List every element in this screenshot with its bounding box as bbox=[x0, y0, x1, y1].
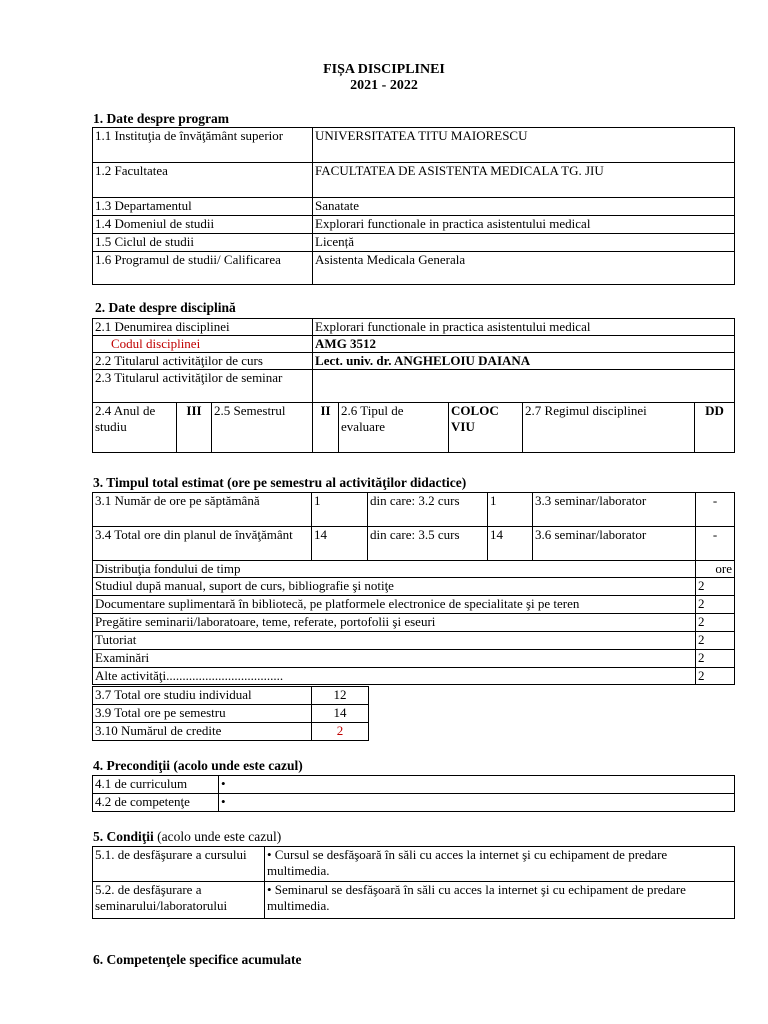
distribution-unit: ore bbox=[696, 561, 735, 578]
row-value: 2 bbox=[696, 668, 735, 685]
credits-value: 2 bbox=[312, 723, 369, 741]
program-table bbox=[92, 127, 735, 285]
row-label: 2.1 Denumirea disciplinei bbox=[93, 319, 313, 336]
year-label: 2.4 Anul de studiu bbox=[93, 403, 177, 453]
table-row bbox=[93, 163, 735, 198]
table-row bbox=[93, 234, 735, 252]
row-value: Licență bbox=[313, 234, 735, 252]
document-title: FIȘA DISCIPLINEI bbox=[323, 62, 445, 77]
table-row bbox=[93, 336, 735, 353]
semester-label: 2.5 Semestrul bbox=[212, 403, 313, 453]
table-row bbox=[93, 216, 735, 234]
course-label: din care: 3.5 curs bbox=[368, 527, 488, 561]
row-label: Alte activităţi.................................... bbox=[93, 668, 696, 685]
table-row bbox=[93, 847, 735, 882]
seminar-value: - bbox=[696, 527, 735, 561]
semester-value: II bbox=[313, 403, 339, 453]
table-row bbox=[93, 370, 735, 403]
row-label: 3.1 Număr de ore pe săptămână bbox=[93, 493, 312, 527]
row-label: 1.1 Instituţia de învăţământ superior bbox=[93, 128, 313, 163]
row-value: Explorari functionale in practica asistentului medical bbox=[313, 216, 735, 234]
row-label: 1.4 Domeniul de studii bbox=[93, 216, 313, 234]
section-2-heading: 2. Date despre disciplină bbox=[95, 300, 236, 315]
year-value: III bbox=[177, 403, 212, 453]
evaluation-value: COLOC VIU bbox=[449, 403, 523, 453]
table-row bbox=[93, 319, 735, 336]
table-row bbox=[93, 578, 735, 596]
seminar-label: 3.6 seminar/laborator bbox=[533, 527, 696, 561]
row-label: 3.9 Total ore pe semestru bbox=[93, 705, 312, 723]
table-row bbox=[93, 687, 369, 705]
row-label: Tutoriat bbox=[93, 632, 696, 650]
regime-value: DD bbox=[695, 403, 735, 453]
row-value: 2 bbox=[696, 596, 735, 614]
table-row bbox=[93, 705, 369, 723]
row-label: 4.2 de competenţe bbox=[93, 794, 219, 812]
row-label: 1.3 Departamentul bbox=[93, 198, 313, 216]
course-value: 1 bbox=[488, 493, 533, 527]
table-row bbox=[93, 650, 735, 668]
table-row bbox=[93, 596, 735, 614]
table-row bbox=[93, 614, 735, 632]
row-value: FACULTATEA DE ASISTENTA MEDICALA TG. JIU bbox=[313, 163, 735, 198]
preconditions-table bbox=[92, 775, 735, 812]
course-label: din care: 3.2 curs bbox=[368, 493, 488, 527]
course-lecturer: Lect. univ. dr. ANGHELOIU DAIANA bbox=[313, 353, 735, 370]
row-label: 1.2 Facultatea bbox=[93, 163, 313, 198]
row-value: • Cursul se desfăşoară în săli cu acces la internet şi cu echipament de predare multimedia. bbox=[265, 847, 735, 882]
row-value: 2 bbox=[696, 650, 735, 668]
row-label: 3.7 Total ore studiu individual bbox=[93, 687, 312, 705]
totals-table bbox=[92, 686, 369, 741]
row-value: 14 bbox=[312, 527, 368, 561]
table-row bbox=[93, 493, 735, 527]
row-value: Asistenta Medicala Generala bbox=[313, 252, 735, 285]
row-label: Examinări bbox=[93, 650, 696, 668]
discipline-table bbox=[92, 318, 735, 453]
section-1-heading: 1. Date despre program bbox=[93, 111, 229, 126]
row-label: Documentare suplimentară în bibliotecă, pe platformele electronice de specialitate şi pe teren bbox=[93, 596, 696, 614]
row-value: 1 bbox=[312, 493, 368, 527]
row-value: • bbox=[219, 776, 735, 794]
regime-label: 2.7 Regimul disciplinei bbox=[523, 403, 695, 453]
table-row bbox=[93, 794, 735, 812]
row-value: Sanatate bbox=[313, 198, 735, 216]
row-label: Pregătire seminarii/laboratoare, teme, referate, portofolii şi eseuri bbox=[93, 614, 696, 632]
row-label: 2.2 Titularul activităţilor de curs bbox=[93, 353, 313, 370]
row-label: 3.10 Numărul de credite bbox=[93, 723, 312, 741]
table-row bbox=[93, 527, 735, 561]
row-value: • bbox=[219, 794, 735, 812]
row-value: • Seminarul se desfăşoară în săli cu acces la internet şi cu echipament de predare multimedia. bbox=[265, 882, 735, 919]
table-row bbox=[93, 776, 735, 794]
row-value: 2 bbox=[696, 614, 735, 632]
row-label: 2.3 Titularul activităţilor de seminar bbox=[93, 370, 313, 403]
course-value: 14 bbox=[488, 527, 533, 561]
section-3-heading: 3. Timpul total estimat (ore pe semestru al activităţilor didactice) bbox=[93, 475, 467, 490]
row-label: 4.1 de curriculum bbox=[93, 776, 219, 794]
section-4-heading: 4. Precondiţii (acolo unde este cazul) bbox=[93, 758, 303, 773]
section-6-heading: 6. Competenţele specifice acumulate bbox=[93, 952, 302, 967]
table-row bbox=[93, 353, 735, 370]
row-label: 1.5 Ciclul de studii bbox=[93, 234, 313, 252]
row-value: 2 bbox=[696, 632, 735, 650]
table-row bbox=[93, 668, 735, 685]
row-label: 5.2. de desfăşurare a seminarului/laboratorului bbox=[93, 882, 265, 919]
discipline-code-label: Codul disciplinei bbox=[93, 336, 313, 353]
row-value: Explorari functionale in practica asistentului medical bbox=[313, 319, 735, 336]
distribution-label: Distribuţia fondului de timp bbox=[93, 561, 696, 578]
table-row bbox=[93, 723, 369, 741]
row-value: 14 bbox=[312, 705, 369, 723]
row-label: 1.6 Programul de studii/ Calificarea bbox=[93, 252, 313, 285]
evaluation-label: 2.6 Tipul de evaluare bbox=[339, 403, 449, 453]
seminar-label: 3.3 seminar/laborator bbox=[533, 493, 696, 527]
hours-table bbox=[92, 492, 735, 685]
section-5-heading: 5. Condiţii (acolo unde este cazul) bbox=[93, 829, 282, 844]
row-value: 12 bbox=[312, 687, 369, 705]
row-value: UNIVERSITATEA TITU MAIORESCU bbox=[313, 128, 735, 163]
seminar-lecturer bbox=[313, 370, 735, 403]
discipline-code-value: AMG 3512 bbox=[313, 336, 735, 353]
table-row bbox=[93, 632, 735, 650]
table-row bbox=[93, 561, 735, 578]
table-row bbox=[93, 252, 735, 285]
row-value: 2 bbox=[696, 578, 735, 596]
row-label: 3.4 Total ore din planul de învăţământ bbox=[93, 527, 312, 561]
academic-year: 2021 - 2022 bbox=[350, 78, 418, 93]
table-row bbox=[93, 882, 735, 919]
row-label: 5.1. de desfăşurare a cursului bbox=[93, 847, 265, 882]
conditions-table bbox=[92, 846, 735, 919]
row-label: Studiul după manual, suport de curs, bibliografie şi notiţe bbox=[93, 578, 696, 596]
seminar-value: - bbox=[696, 493, 735, 527]
table-row bbox=[93, 198, 735, 216]
table-row bbox=[93, 128, 735, 163]
table-row bbox=[93, 403, 735, 453]
